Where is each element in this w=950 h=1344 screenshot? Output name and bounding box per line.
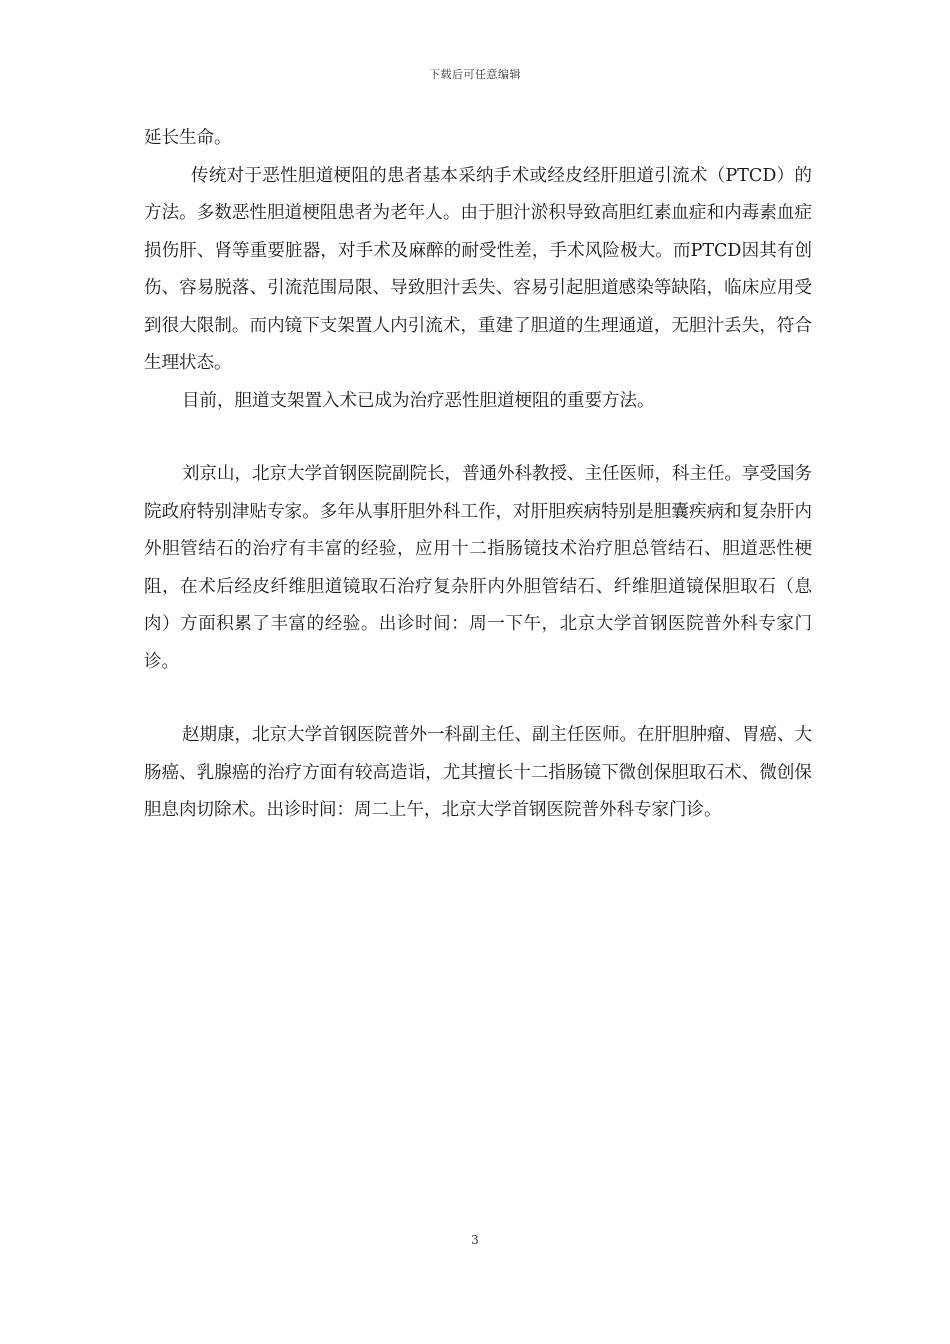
paragraph-doctor-liu-jingshan: 刘京山，北京大学首钢医院副院长，普通外科教授、主任医师，科主任。享受国务院政府特别津贴专家。多年从事肝胆外科工作，对肝胆疾病特别是胆囊疾病和复杂肝内外胆管结石的治疗有丰富的经验，应用十二指肠镜技术治疗胆总管结石、胆道恶性梗阻，在术后经皮纤维胆道镜取石治疗复杂肝内外胆管结石、纤维胆道镜保胆取石（息肉）方面积累了丰富的经验。出诊时间：周一下午，北京大学首钢医院普外科专家门诊。 [144, 464, 812, 672]
paragraph-current-method: 目前，胆道支架置入术已成为治疗恶性胆道梗阻的重要方法。 [182, 390, 655, 411]
paragraph-doctor-zhao-qikang: 赵期康，北京大学首钢医院普外一科副主任、副主任医师。在肝胆肿瘤、胃癌、大肠癌、乳腺癌的治疗方面有较高造诣，尤其擅长十二指肠镜下微创保胆取石术、微创保胆息肉切除术。出诊时间：周二上午，北京大学首钢医院普外科专家门诊。 [144, 725, 812, 820]
page-header: 下载后可任意编辑 [429, 68, 521, 81]
paragraph-continuation: 延长生命。 [144, 128, 232, 148]
paragraph-traditional-methods: 传统对于恶性胆道梗阻的患者基本采纳手术或经皮经肝胆道引流术（PTCD）的方法。多数恶性胆道梗阻患者为老年人。由于胆汁淤积导致高胆红素血症和内毒素血症损伤肝、肾等重要脏器，对手术及麻醉的耐受性差，手术风险极大。而PTCD因其有创伤、容易脱落、引流范围局限、导致胆汁丢失、容易引起胆道感染等缺陷，临床应用受到很大限制。而内镜下支架置人内引流术，重建了胆道的生理通道，无胆汁丢失，符合生理状态。 [144, 165, 812, 373]
page-number: 3 [471, 1233, 479, 1247]
document-body [144, 120, 812, 830]
